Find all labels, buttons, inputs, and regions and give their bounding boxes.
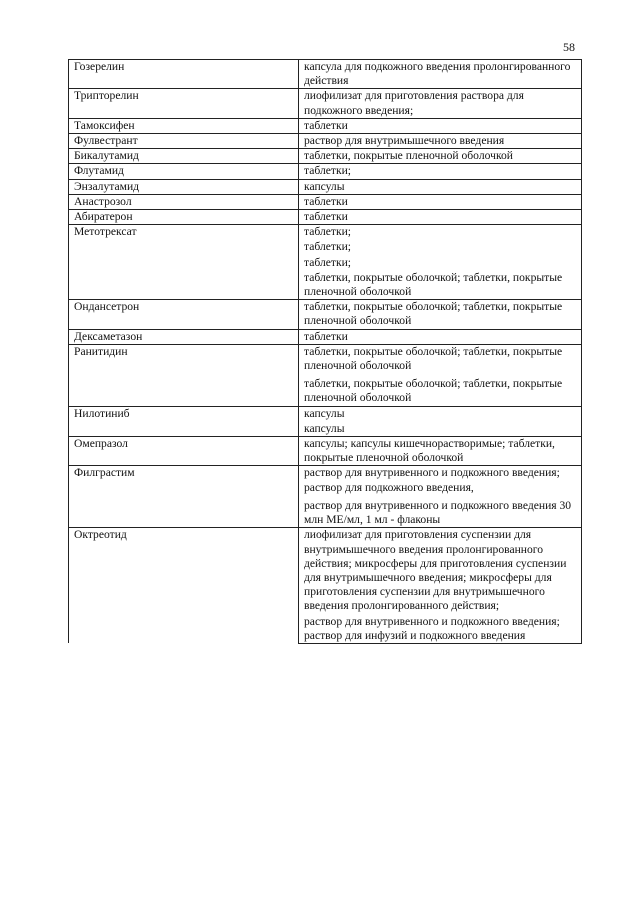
drug-name-cell: Октреотид — [69, 528, 299, 644]
dosage-form-entry: капсула для подкожного введения пролонгированного действия — [304, 60, 571, 88]
drug-name-cell: Тамоксифен — [69, 118, 299, 133]
dosage-form-entry: раствор для внутримышечного введения — [304, 134, 505, 148]
table-row — [69, 194, 582, 209]
table-row — [69, 437, 582, 466]
dosage-form-cell — [299, 60, 582, 89]
table-row — [69, 149, 582, 164]
drug-name-cell: Дексаметазон — [69, 329, 299, 344]
table-row — [69, 344, 582, 406]
dosage-form-entry: лиофилизат для приготовления суспензии для внутримышечного введения пролонгированного действия; микросферы для приготовления суспензии для внутримышечного введения; микросферы для приготовления суспензии для внутримышечного введения пролонгированного действия; — [304, 528, 567, 613]
table-row — [69, 164, 582, 179]
dosage-form-entry: таблетки, покрытые пленочной оболочкой — [304, 149, 513, 163]
drug-name-cell: Анастрозол — [69, 194, 299, 209]
dosage-form-cell — [299, 466, 582, 528]
dosage-form-cell — [299, 528, 582, 644]
dosage-form-entry: таблетки — [304, 210, 348, 224]
drug-name-cell: Филграстим — [69, 466, 299, 528]
dosage-form-cell — [299, 344, 582, 406]
dosage-form-entry: капсулы — [304, 179, 345, 193]
dosage-form-cell — [299, 149, 582, 164]
dosage-form-cell — [299, 437, 582, 466]
dosage-form-cell — [299, 179, 582, 194]
table-row — [69, 225, 582, 300]
drug-name-cell: Флутамид — [69, 164, 299, 179]
drug-name-cell: Ранитидин — [69, 344, 299, 406]
dosage-form-entry: таблетки, покрытые оболочкой; таблетки, покрытые пленочной оболочкой — [304, 377, 563, 405]
dosage-form-cell — [299, 210, 582, 225]
dosage-form-entry: таблетки; — [304, 225, 352, 239]
page-number: 58 — [563, 40, 575, 54]
dosage-form-cell — [299, 406, 582, 436]
dosage-form-entry: раствор для внутривенного и подкожного введения; раствор для инфузий и подкожного введения — [304, 614, 560, 642]
table-row — [69, 466, 582, 528]
dosage-form-entry: таблетки; — [304, 255, 352, 269]
drug-name-cell: Трипторелин — [69, 89, 299, 118]
drug-name-cell: Фулвестрант — [69, 134, 299, 149]
dosage-form-entry: капсулы — [304, 421, 345, 435]
table-row — [69, 60, 582, 89]
dosage-form-entry: капсулы — [304, 406, 345, 420]
dosage-form-entry: раствор для внутривенного и подкожного введения; раствор для подкожного введения, — [304, 466, 560, 494]
dosage-form-entry: таблетки; — [304, 164, 352, 178]
dosage-form-entry: таблетки — [304, 118, 348, 132]
drug-name-cell: Ондансетрон — [69, 300, 299, 329]
drug-name-cell: Нилотиниб — [69, 406, 299, 436]
drug-name-cell: Абиратерон — [69, 210, 299, 225]
table-row — [69, 210, 582, 225]
dosage-form-entry: раствор для внутривенного и подкожного введения 30 млн МЕ/мл, 1 мл - флаконы — [304, 498, 572, 527]
drug-table — [68, 59, 582, 644]
drug-name-cell: Омепразол — [69, 437, 299, 466]
dosage-form-entry: таблетки; — [304, 240, 352, 254]
table-row — [69, 329, 582, 344]
dosage-form-entry: лиофилизат для приготовления раствора для подкожного введения; — [304, 89, 524, 117]
dosage-form-cell — [299, 164, 582, 179]
dosage-form-cell — [299, 134, 582, 149]
table-row — [69, 179, 582, 194]
dosage-form-cell — [299, 225, 582, 300]
table-row — [69, 118, 582, 133]
dosage-form-entry: капсулы; капсулы кишечнорастворимые; таблетки, покрытые пленочной оболочкой — [304, 437, 555, 465]
drug-name-cell: Бикалутамид — [69, 149, 299, 164]
drug-name-cell: Метотрексат — [69, 225, 299, 300]
dosage-form-cell — [299, 118, 582, 133]
dosage-form-cell — [299, 89, 582, 118]
dosage-form-entry: таблетки — [304, 329, 348, 343]
dosage-form-entry: таблетки, покрытые оболочкой; таблетки, покрытые пленочной оболочкой — [304, 344, 563, 373]
table-row — [69, 300, 582, 329]
table-row — [69, 89, 582, 118]
dosage-form-cell — [299, 329, 582, 344]
drug-name-cell: Гозерелин — [69, 60, 299, 89]
table-row — [69, 528, 582, 644]
dosage-form-entry: таблетки, покрытые оболочкой; таблетки, покрытые пленочной оболочкой — [304, 270, 563, 299]
table-row — [69, 134, 582, 149]
dosage-form-entry: таблетки, покрытые оболочкой; таблетки, покрытые пленочной оболочкой — [304, 300, 563, 328]
dosage-form-cell — [299, 194, 582, 209]
dosage-form-entry: таблетки — [304, 194, 348, 208]
drug-name-cell: Энзалутамид — [69, 179, 299, 194]
table-row — [69, 406, 582, 436]
dosage-form-cell — [299, 300, 582, 329]
